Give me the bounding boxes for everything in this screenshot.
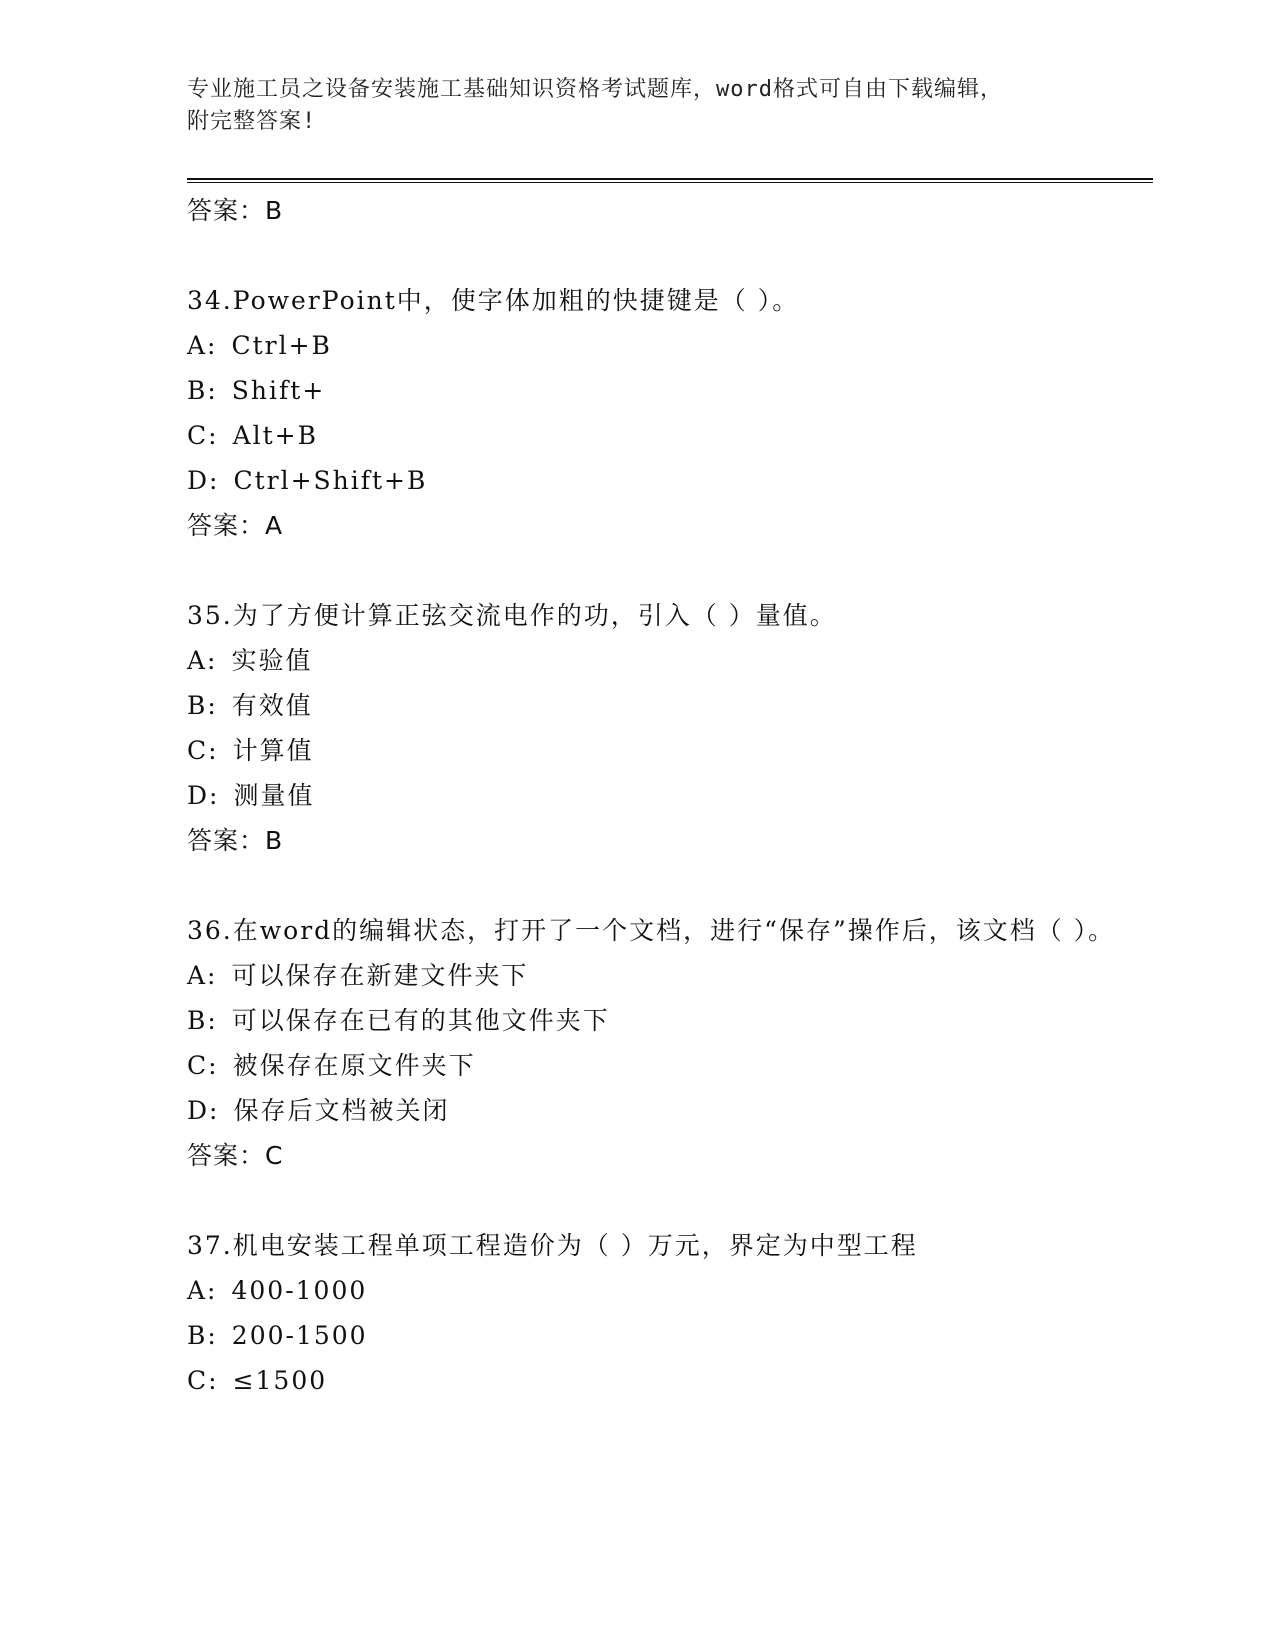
option-text: Alt+B	[232, 421, 318, 450]
question-option	[187, 773, 1153, 818]
question-option	[187, 1313, 1153, 1358]
header-line-1: 专业施工员之设备安装施工基础知识资格考试题库，word格式可自由下载编辑，	[187, 77, 1003, 102]
question-option	[187, 953, 1153, 998]
option-text: 测量值	[233, 781, 315, 810]
question-option	[187, 998, 1153, 1043]
option-key: B:	[187, 691, 218, 720]
question-item	[187, 593, 1153, 863]
header-line-2: 附完整答案!	[187, 109, 317, 134]
question-item	[187, 908, 1153, 1178]
option-text: 可以保存在新建文件夹下	[231, 961, 529, 990]
option-key: A:	[187, 646, 218, 675]
option-key: B:	[187, 1006, 218, 1035]
document-header	[187, 74, 1067, 138]
option-key: B:	[187, 376, 218, 405]
option-text: 被保存在原文件夹下	[232, 1051, 476, 1080]
option-text: Ctrl+B	[231, 331, 332, 360]
question-stem: 35.为了方便计算正弦交流电作的功，引入（ ）量值。	[187, 601, 837, 630]
question-option	[187, 1043, 1153, 1088]
option-text: 实验值	[231, 646, 313, 675]
option-text: Ctrl+Shift+B	[233, 466, 428, 495]
option-key: B:	[187, 1321, 218, 1350]
question-option	[187, 683, 1153, 728]
question-list	[187, 188, 1153, 1448]
option-text: ≤1500	[232, 1366, 328, 1395]
option-key: A:	[187, 331, 218, 360]
question-option	[187, 728, 1153, 773]
question-stem: 34.PowerPoint中，使字体加粗的快捷键是（ ）。	[187, 286, 800, 315]
question-option	[187, 638, 1153, 683]
option-text: 400-1000	[231, 1276, 368, 1305]
question-option	[187, 368, 1153, 413]
header-divider	[187, 178, 1153, 183]
option-text: 保存后文档被关闭	[233, 1096, 450, 1125]
option-text: 可以保存在已有的其他文件夹下	[231, 1006, 610, 1035]
answer-line: 答案：C	[187, 1141, 284, 1170]
question-item	[187, 1223, 1153, 1403]
option-key: D:	[187, 1096, 220, 1125]
question-option	[187, 1358, 1153, 1403]
question-option	[187, 413, 1153, 458]
question-item	[187, 278, 1153, 548]
option-text: 200-1500	[231, 1321, 368, 1350]
answer-line: 答案：A	[187, 511, 284, 540]
question-stem: 37.机电安装工程单项工程造价为（ ）万元，界定为中型工程	[187, 1231, 918, 1260]
option-text: 有效值	[231, 691, 313, 720]
option-key: C:	[187, 1051, 219, 1080]
question-option	[187, 323, 1153, 368]
option-key: C:	[187, 421, 219, 450]
option-key: C:	[187, 1366, 219, 1395]
question-option	[187, 1268, 1153, 1313]
answer-line: 答案：B	[187, 826, 284, 855]
option-text: Shift+	[231, 376, 326, 405]
option-key: D:	[187, 781, 220, 810]
questions-container	[187, 278, 1153, 1403]
answer-line: 答案：B	[187, 196, 284, 225]
option-key: A:	[187, 1276, 218, 1305]
option-key: D:	[187, 466, 220, 495]
question-option	[187, 458, 1153, 503]
option-key: A:	[187, 961, 218, 990]
question-option	[187, 1088, 1153, 1133]
option-text: 计算值	[232, 736, 314, 765]
option-key: C:	[187, 736, 219, 765]
question-stem: 36.在word的编辑状态，打开了一个文档，进行“保存”操作后，该文档（ ）。	[187, 916, 1116, 945]
